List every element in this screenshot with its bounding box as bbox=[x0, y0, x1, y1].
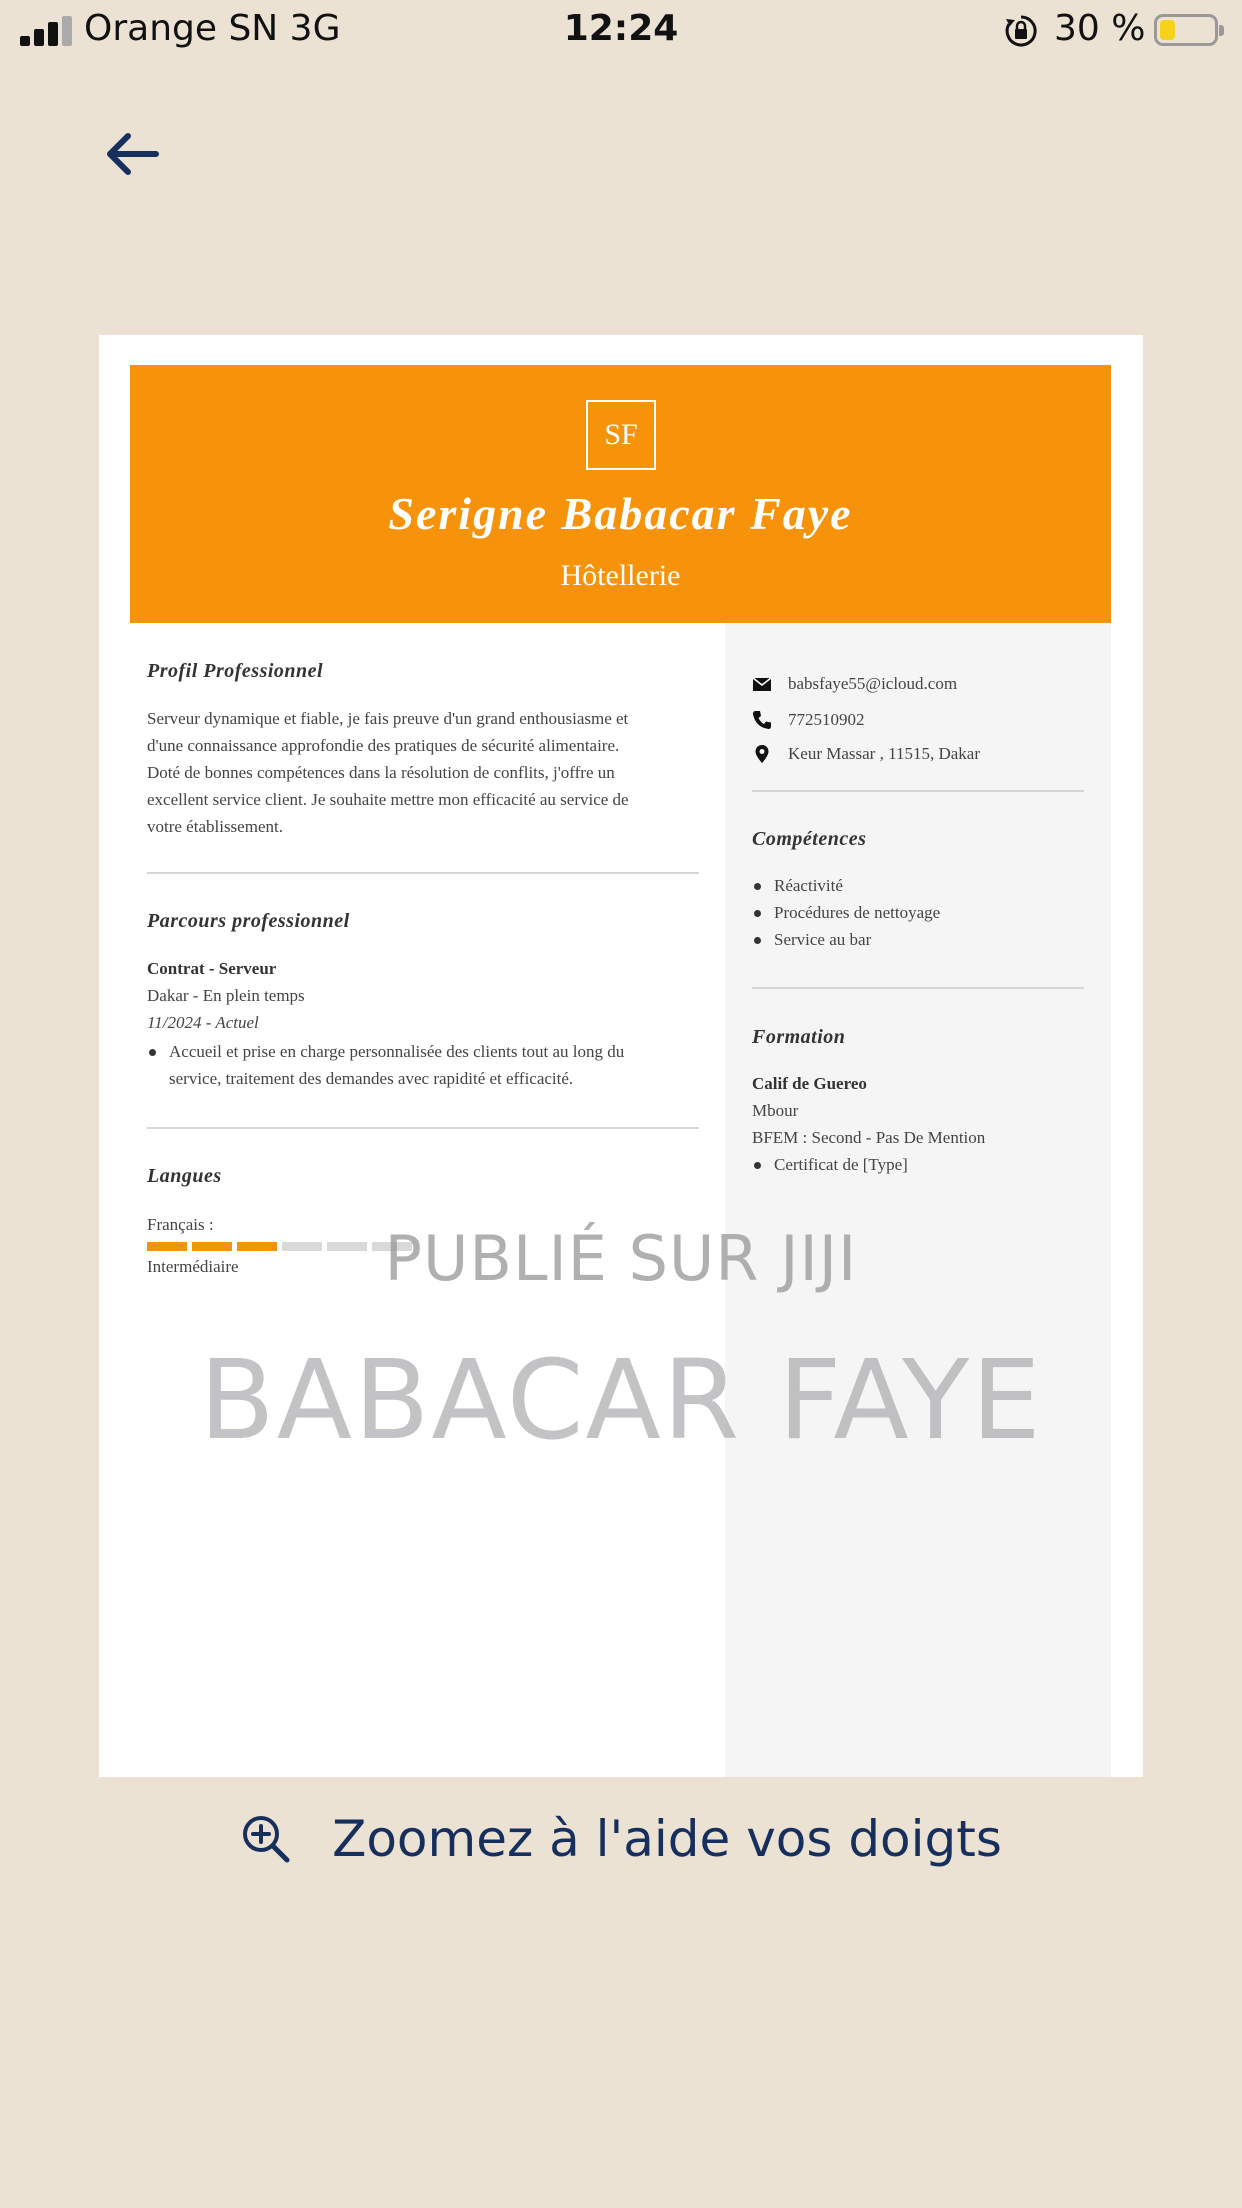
cv-job-title: Hôtellerie bbox=[560, 559, 681, 592]
profile-line: excellent service client. Je souhaite mettre mon efficacité au service de bbox=[147, 790, 629, 809]
experience-bullet-line: service, traitement des demandes avec rapidité et efficacité. bbox=[169, 1069, 574, 1088]
contact-email bbox=[752, 671, 957, 697]
profile-text bbox=[147, 705, 707, 840]
watermark-owner: BABACAR FAYE bbox=[199, 1336, 1043, 1464]
status-bar bbox=[0, 0, 1242, 64]
contact-address bbox=[752, 741, 980, 767]
contact-phone bbox=[752, 707, 865, 733]
skill-item: Service au bar bbox=[752, 926, 1084, 953]
profile-line: Serveur dynamique et fiable, je fais preuve d'un grand enthousiasme et bbox=[147, 709, 629, 728]
section-title-education: Formation bbox=[752, 1026, 846, 1048]
arrow-left-icon bbox=[110, 136, 156, 172]
experience-bullet-line: Accueil et prise en charge personnalisée des clients tout au long du bbox=[169, 1042, 625, 1061]
cv-header bbox=[130, 365, 1111, 623]
section-title-skills: Compétences bbox=[752, 828, 867, 850]
initials-badge: SF bbox=[586, 400, 656, 470]
experience-position: Contrat - Serveur bbox=[147, 959, 277, 978]
divider bbox=[752, 790, 1084, 792]
divider bbox=[147, 872, 699, 874]
experience-bullet bbox=[147, 1038, 707, 1092]
section-title-profile: Profil Professionnel bbox=[147, 660, 324, 682]
cv-document[interactable] bbox=[99, 335, 1143, 1777]
experience-dates: 11/2024 - Actuel bbox=[147, 1013, 259, 1032]
education-degree: BFEM : Second - Pas De Mention bbox=[752, 1128, 986, 1147]
skill-item: Procédures de nettoyage bbox=[752, 899, 1084, 926]
phone-icon bbox=[752, 710, 772, 730]
education-bullet: Certificat de [Type] bbox=[752, 1151, 1084, 1178]
language-level: Intermédiaire bbox=[147, 1257, 239, 1276]
profile-line: d'une connaissance approfondie des pratiques de sécurité alimentaire. bbox=[147, 736, 620, 755]
phone-text: 772510902 bbox=[788, 710, 865, 729]
profile-line: Doté de bonnes compétences dans la résolution de conflits, j'offre un bbox=[147, 763, 615, 782]
battery-percent: 30 % bbox=[1054, 8, 1146, 49]
cv-name: Serigne Babacar Faye bbox=[388, 488, 853, 539]
language-name: Français : bbox=[147, 1215, 214, 1234]
section-title-languages: Langues bbox=[147, 1165, 222, 1187]
experience-block bbox=[147, 955, 707, 1036]
mail-icon bbox=[752, 674, 772, 694]
carrier-label: Orange SN 3G bbox=[84, 8, 341, 49]
battery-icon bbox=[1154, 14, 1218, 46]
divider bbox=[752, 987, 1084, 989]
education-school: Calif de Guereo bbox=[752, 1074, 867, 1093]
rotation-lock-icon bbox=[1004, 14, 1038, 48]
zoom-hint-text: Zoomez à l'aide vos doigts bbox=[332, 1810, 1002, 1868]
email-text: babsfaye55@icloud.com bbox=[788, 674, 958, 693]
watermark-published: PUBLIÉ SUR JIJI bbox=[384, 1222, 858, 1295]
zoom-hint bbox=[0, 1810, 1242, 1868]
section-title-experience: Parcours professionnel bbox=[147, 910, 350, 932]
education-block bbox=[752, 1070, 1092, 1151]
back-button[interactable] bbox=[100, 126, 164, 182]
education-city: Mbour bbox=[752, 1101, 799, 1120]
cv-sidebar bbox=[725, 623, 1111, 1777]
experience-location: Dakar - En plein temps bbox=[147, 986, 305, 1005]
profile-line: votre établissement. bbox=[147, 817, 283, 836]
address-text: Keur Massar , 11515, Dakar bbox=[788, 744, 980, 763]
skill-item: Réactivité bbox=[752, 872, 1084, 899]
status-time: 12:24 bbox=[563, 8, 679, 49]
location-pin-icon bbox=[752, 744, 772, 764]
divider bbox=[147, 1127, 699, 1129]
zoom-in-icon bbox=[240, 1813, 292, 1865]
